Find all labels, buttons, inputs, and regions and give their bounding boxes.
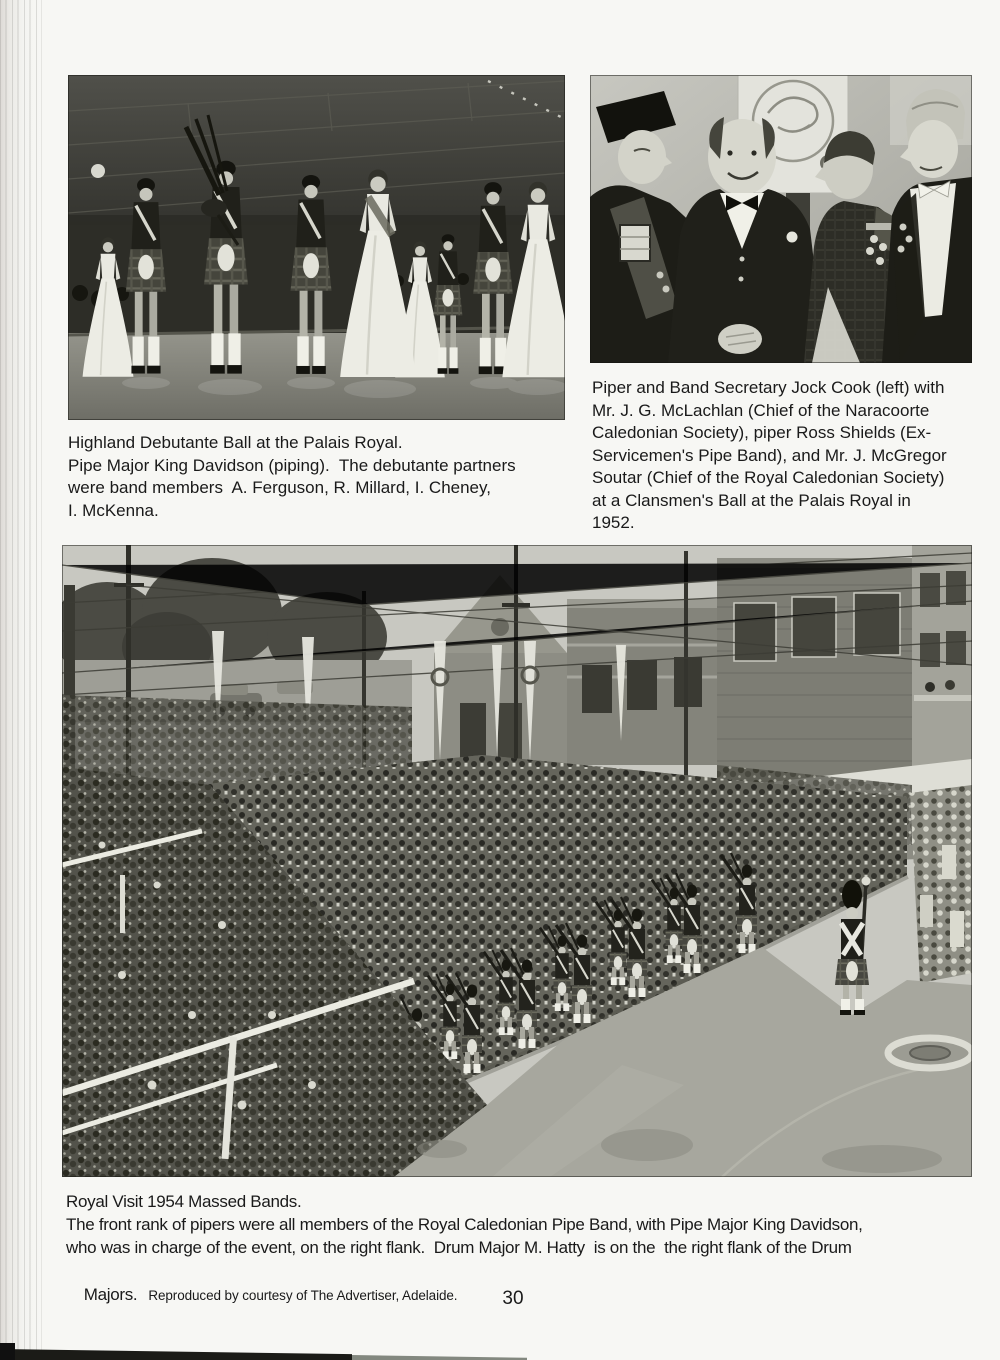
caption-line: The front rank of pipers were all members of the Royal Caledonian Pipe Band, with Pipe Major King Davidson, [66,1215,863,1235]
page-number: 30 [502,1288,524,1309]
caption-line: Royal Visit 1954 Massed Bands. [66,1192,302,1211]
caption-line: were band members A. Ferguson, R. Millard, I. Cheney, [68,478,491,497]
photo-debutante-ball [68,75,565,420]
caption-line: I. McKenna. [68,500,159,520]
caption-line: at a Clansmen's Ball at the Palais Royal in [592,490,911,510]
caption-text: Majors. [83,1284,138,1304]
caption-line: 1952. [592,513,635,532]
scan-gutter-artifact [0,0,42,1360]
caption-line: who was in charge of the event, on the right flank. Drum Major M. Hatty is on the the right flank of the Drum [66,1238,852,1258]
debutante-ball-illustration [68,75,565,420]
scan-edge-artifact [0,1347,352,1360]
parade-illustration [62,545,972,1177]
caption-line: Pipe Major King Davidson (piping). The debutante partners [68,455,516,475]
caption-clansmens-ball [592,377,970,535]
caption-line: Caledonian Society), piper Ross Shields (Ex- [592,423,932,442]
photo-credit: Reproduced by courtesy of The Advertiser, Adelaide. [148,1287,458,1303]
scan-edge-artifact [352,1355,527,1360]
photo-clansmens-ball-group [590,75,972,363]
scan-edge-artifact [0,1343,15,1360]
caption-debutante-ball [68,432,558,522]
caption-line: Soutar (Chief of the Royal Caledonian Society) [592,468,945,487]
caption-line: Servicemen's Pipe Band), and Mr. J. McGregor [592,445,947,465]
caption-line: Highland Debutante Ball at the Palais Royal. [68,433,403,452]
caption-line: Mr. J. G. McLachlan (Chief of the Naracoorte [592,400,930,420]
clansmens-ball-illustration [590,75,972,363]
caption-line: Piper and Band Secretary Jock Cook (left) with [592,378,945,397]
photo-royal-visit-parade [62,545,972,1177]
